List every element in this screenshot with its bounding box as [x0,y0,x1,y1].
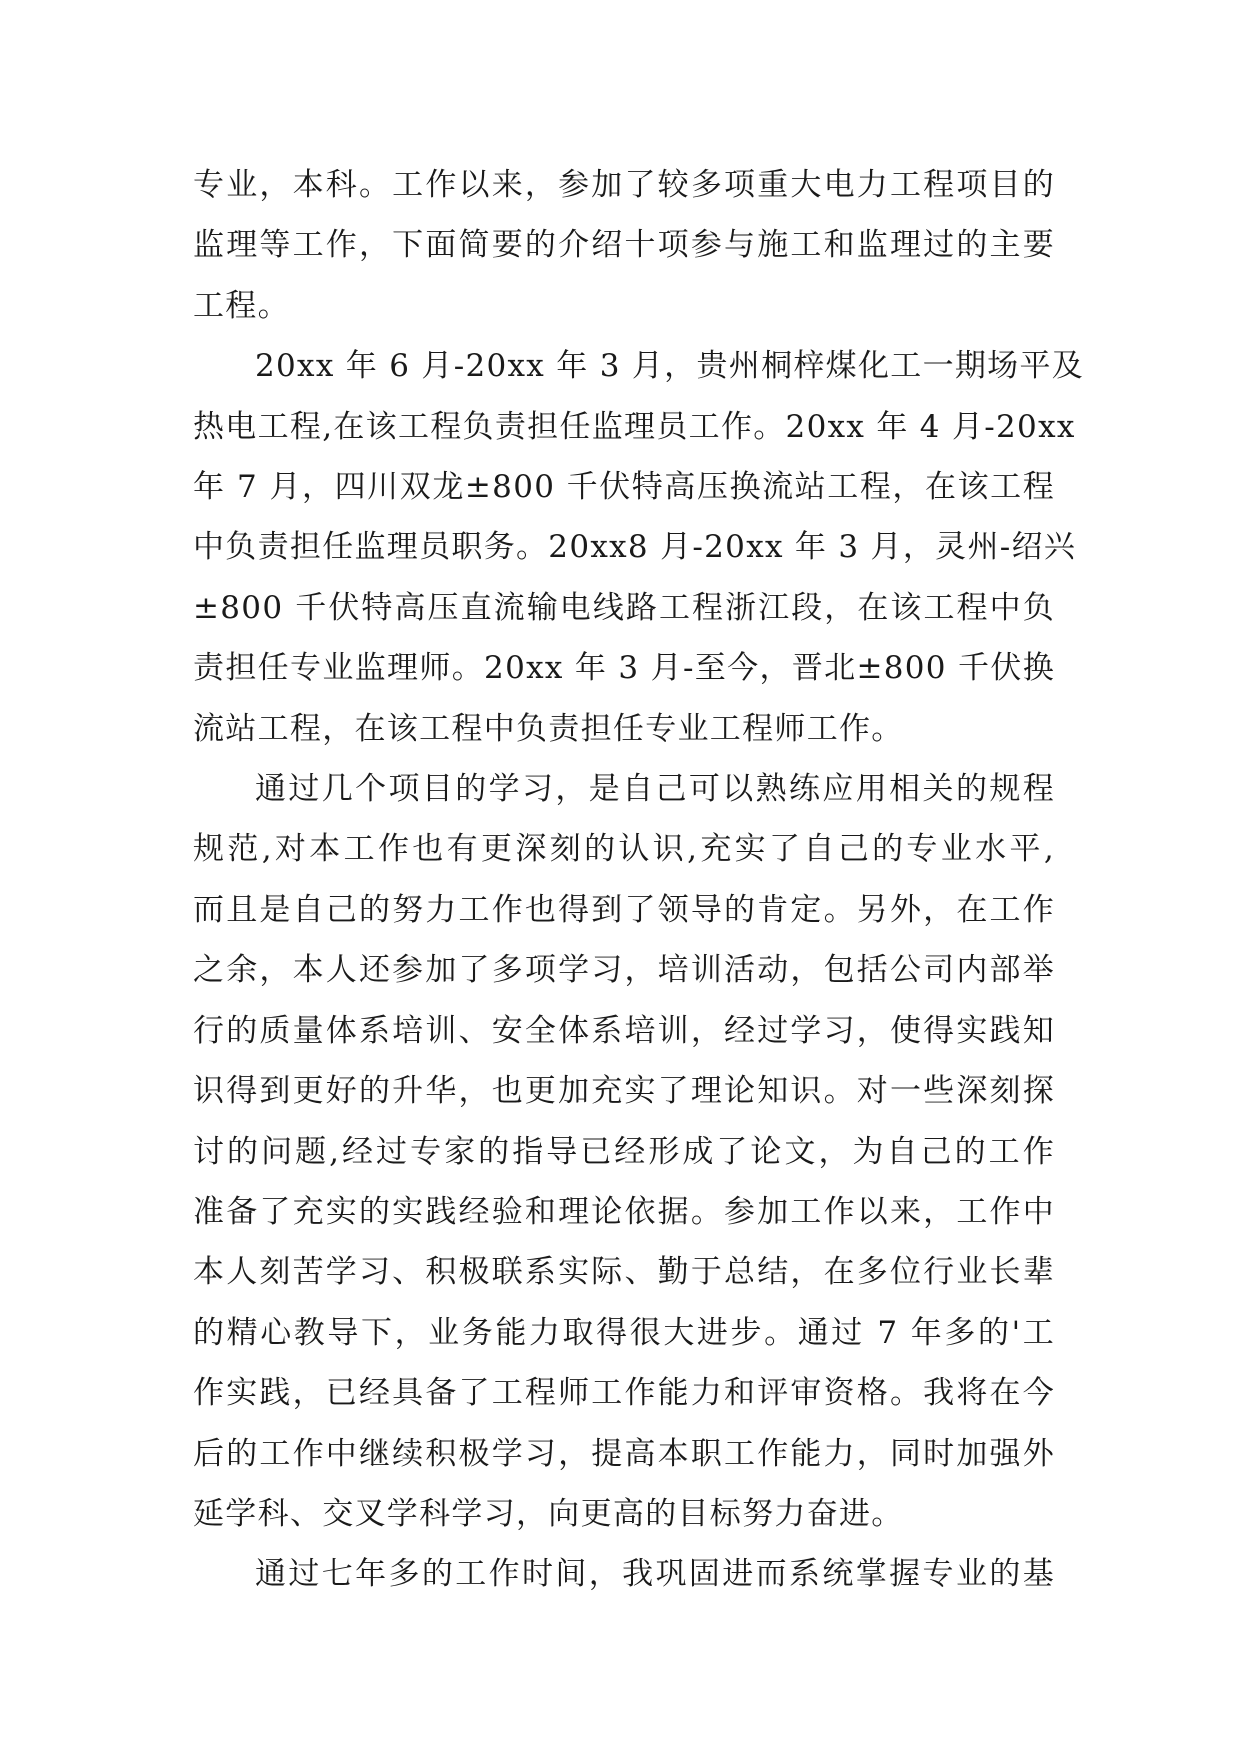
text-line: 识得到更好的升华，也更加充实了理论知识。对一些深刻探 [193,1073,1055,1110]
text-line: 行的质量体系培训、安全体系培训，经过学习，使得实践知 [193,1012,1055,1049]
text-line: 延学科、交叉学科学习，向更高的目标努力奋进。 [193,1495,904,1532]
text-line: 通过几个项目的学习，是自己可以熟练应用相关的规程 [255,771,1055,808]
text-line: 作实践，已经具备了工程师工作能力和评审资格。我将在今 [193,1375,1055,1412]
text-line: 而且是自己的努力工作也得到了领导的肯定。另外，在工作 [193,891,1055,928]
text-line: 责担任专业监理师。20xx 年 3 月-至今，晋北±800 千伏换 [193,650,1055,687]
text-line: 本人刻苦学习、积极联系实际、勤于总结，在多位行业长辈 [193,1254,1055,1291]
text-line: ±800 千伏特高压直流输电线路工程浙江段，在该工程中负 [193,589,1055,626]
text-line: 讨的问题,经过专家的指导已经形成了论文，为自己的工作 [193,1133,1055,1170]
text-line: 监理等工作，下面简要的介绍十项参与施工和监理过的主要 [193,227,1055,264]
paragraph-2 [193,336,1085,759]
text-line: 通过七年多的工作时间，我巩固进而系统掌握专业的基 [255,1556,1055,1593]
text-line: 准备了充实的实践经验和理论依据。参加工作以来，工作中 [193,1193,1055,1230]
paragraph-3 [193,759,1055,1544]
document-body [193,155,1085,1605]
paragraph-1 [193,155,1055,336]
text-line: 工程。 [193,287,290,324]
text-line: 的精心教导下，业务能力取得很大进步。通过 7 年多的'工 [193,1314,1055,1351]
text-line: 20xx 年 6 月-20xx 年 3 月，贵州桐梓煤化工一期场平及 [255,348,1085,385]
text-line: 之余，本人还参加了多项学习，培训活动，包括公司内部举 [193,952,1055,989]
text-line: 热电工程,在该工程负责担任监理员工作。20xx 年 4 月-20xx [193,408,1076,445]
text-line: 年 7 月，四川双龙±800 千伏特高压换流站工程，在该工程 [193,469,1055,506]
text-line: 专业，本科。工作以来，参加了较多项重大电力工程项目的 [193,167,1055,203]
text-line: 流站工程，在该工程中负责担任专业工程师工作。 [193,710,904,747]
text-line: 后的工作中继续积极学习，提高本职工作能力，同时加强外 [193,1435,1055,1472]
text-line: 规范,对本工作也有更深刻的认识,充实了自己的专业水平, [193,831,1055,868]
paragraph-4 [193,1544,1055,1604]
text-line: 中负责担任监理员职务。20xx8 月-20xx 年 3 月，灵州-绍兴 [193,529,1077,566]
